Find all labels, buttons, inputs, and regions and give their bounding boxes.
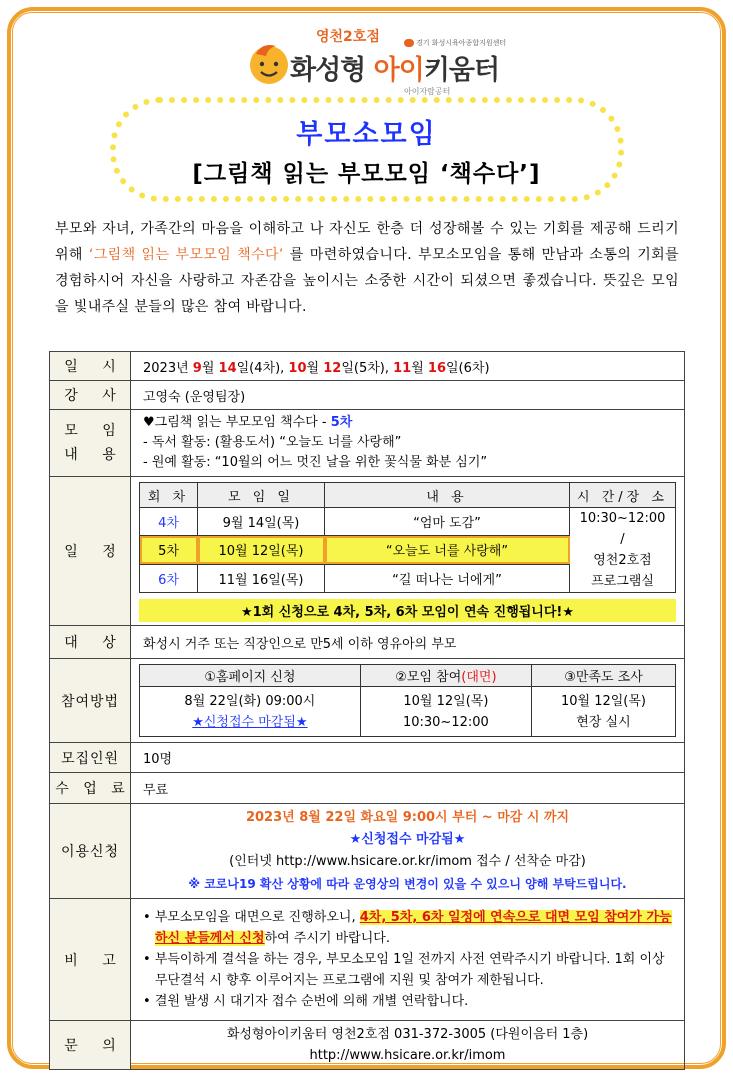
method-table: ①홈페이지 신청 ②모임 참여(대면) ③만족도 조사 8월 22일(화) 09:00시 ★신청접수 마감됨★ 10월 12일(목) 10:30~12:00 10월 12일(목) 현장 실시 bbox=[139, 664, 676, 737]
apply-closed-notice: ★신청접수 마감됨★ bbox=[349, 832, 466, 847]
label-date: 일 시 bbox=[50, 352, 131, 381]
logo-text: 화성형 아이키움터 bbox=[290, 55, 500, 86]
row-capacity bbox=[50, 743, 685, 773]
row-teacher bbox=[50, 381, 685, 410]
list-item: • 부모소모임을 대면으로 진행하오니, 4차, 5차, 6차 일정에 연속으로 대면 모임 참여가 가능하신 분들께서 신청하여 주시기 바랍니다. bbox=[143, 907, 672, 949]
row-apply bbox=[50, 804, 685, 899]
logo-subtext: 아이자람공터 bbox=[404, 87, 451, 96]
row-date bbox=[50, 352, 685, 381]
label-fee: 수 업 료 bbox=[50, 773, 131, 804]
label-capacity: 모집인원 bbox=[50, 743, 131, 773]
child-face-icon bbox=[246, 40, 292, 86]
apply-closed-badge: ★신청접수 마감됨★ bbox=[192, 714, 308, 730]
intro-paragraph: 부모와 자녀, 가족간의 마음을 이해하고 나 자신도 한층 더 성장해볼 수 있는 기회를 제공해 드리기 위해 ‘그림책 읽는 부모모임 책수다’ 를 마련하였습니다. 부모소모임을 통해 만남과 소통의 기회를 경험하시어 자신을 사랑하고 자존감을 높이시는 소중한 시간이 되셨으면 좋겠습니다. 뜻깊은 모임을 빛내주실 분들의 많은 참여 바랍니다. bbox=[55, 221, 679, 315]
schedule-row: 6차 11월 16일(목) “길 떠나는 너에게” bbox=[140, 564, 676, 592]
list-item: • 결원 발생 시 대기자 접수 순번에 의해 개별 연락합니다. bbox=[143, 991, 672, 1012]
logo-branch: 영천2호점 bbox=[316, 29, 380, 45]
page-subtitle: [그림책 읽는 부모모임 ‘책수다’] bbox=[192, 161, 541, 187]
value-date: 2023년 9월 14일(4차), 10월 12일(5차), 11월 16일(6차) bbox=[131, 352, 685, 381]
label-remarks: 비 고 bbox=[50, 899, 131, 1021]
value-teacher: 고영숙 (운영팀장) bbox=[131, 381, 685, 410]
label-method: 참여방법 bbox=[50, 659, 131, 743]
value-contact: 화성형아이키움터 영천2호점 031-372-3005 (다원이음터 1층) http://www.hsicare.or.kr/imom bbox=[131, 1021, 685, 1070]
list-item: • 부득이하게 결석을 하는 경우, 부모소모임 1일 전까지 사전 연락주시기 바랍니다. 1회 이상 무단결석 시 향후 이루어지는 프로그램에 지원 및 참여가 제한됩니다. bbox=[143, 949, 672, 991]
partner-logo: 경기 화성시육아종합지원센터 bbox=[404, 38, 506, 48]
schedule-notice: ★1회 신청으로 4차, 5차, 6차 모임이 연속 진행됩니다!★ bbox=[139, 599, 676, 622]
value-method bbox=[131, 659, 685, 743]
value-capacity: 10명 bbox=[131, 743, 685, 773]
logo bbox=[240, 24, 500, 102]
partner-icon bbox=[404, 39, 414, 47]
label-contact: 문 의 bbox=[50, 1021, 131, 1070]
schedule-row-current: 5차 10월 12일(목) “오늘도 너를 사랑해” bbox=[140, 536, 676, 564]
contact-url: http://www.hsicare.or.kr/imom bbox=[309, 1048, 506, 1063]
schedule-row: 4차 9월 14일(목) “엄마 도감” 10:30~12:00 / 영천2호점 프로그램실 bbox=[140, 508, 676, 536]
value-schedule bbox=[131, 477, 685, 626]
label-schedule: 일 정 bbox=[50, 477, 131, 626]
row-target bbox=[50, 626, 685, 659]
schedule-table bbox=[139, 482, 676, 593]
row-fee bbox=[50, 773, 685, 804]
label-apply: 이용신청 bbox=[50, 804, 131, 899]
value-target: 화성시 거주 또는 직장인으로 만5세 이하 영유아의 부모 bbox=[131, 626, 685, 659]
row-content bbox=[50, 410, 685, 477]
label-content: 모 임 내 용 bbox=[50, 410, 131, 477]
row-schedule bbox=[50, 477, 685, 626]
row-method bbox=[50, 659, 685, 743]
schedule-header: 회 차 모 임 일 내 용 시 간/장 소 bbox=[140, 483, 676, 508]
label-teacher: 강 사 bbox=[50, 381, 131, 410]
info-table bbox=[49, 351, 685, 1070]
value-apply: 2023년 8월 22일 화요일 9:00시 부터 ~ 마감 시 까지 ★신청접수 마감됨★ (인터넷 http://www.hsicare.or.kr/imom 접수 / 선착순 마감) ※ 코로나19 확산 상황에 따라 운영상의 변경이 있을 수 있으니 양해 부탁드립니다. bbox=[131, 804, 685, 899]
label-target: 대 상 bbox=[50, 626, 131, 659]
remarks-list bbox=[143, 907, 672, 1012]
schedule-time-place: 10:30~12:00 / 영천2호점 프로그램실 bbox=[570, 508, 676, 593]
value-content: ♥그림책 읽는 부모모임 책수다 - 5차 - 독서 활동: (활용도서) “오늘도 너를 사랑해” - 원예 활동: “10월의 어느 멋진 날을 위한 꽃식물 화분 심기” bbox=[131, 410, 685, 477]
row-remarks bbox=[50, 899, 685, 1021]
row-contact bbox=[50, 1021, 685, 1070]
value-remarks bbox=[131, 899, 685, 1021]
value-fee: 무료 bbox=[131, 773, 685, 804]
page-title: 부모소모임 bbox=[296, 119, 437, 150]
